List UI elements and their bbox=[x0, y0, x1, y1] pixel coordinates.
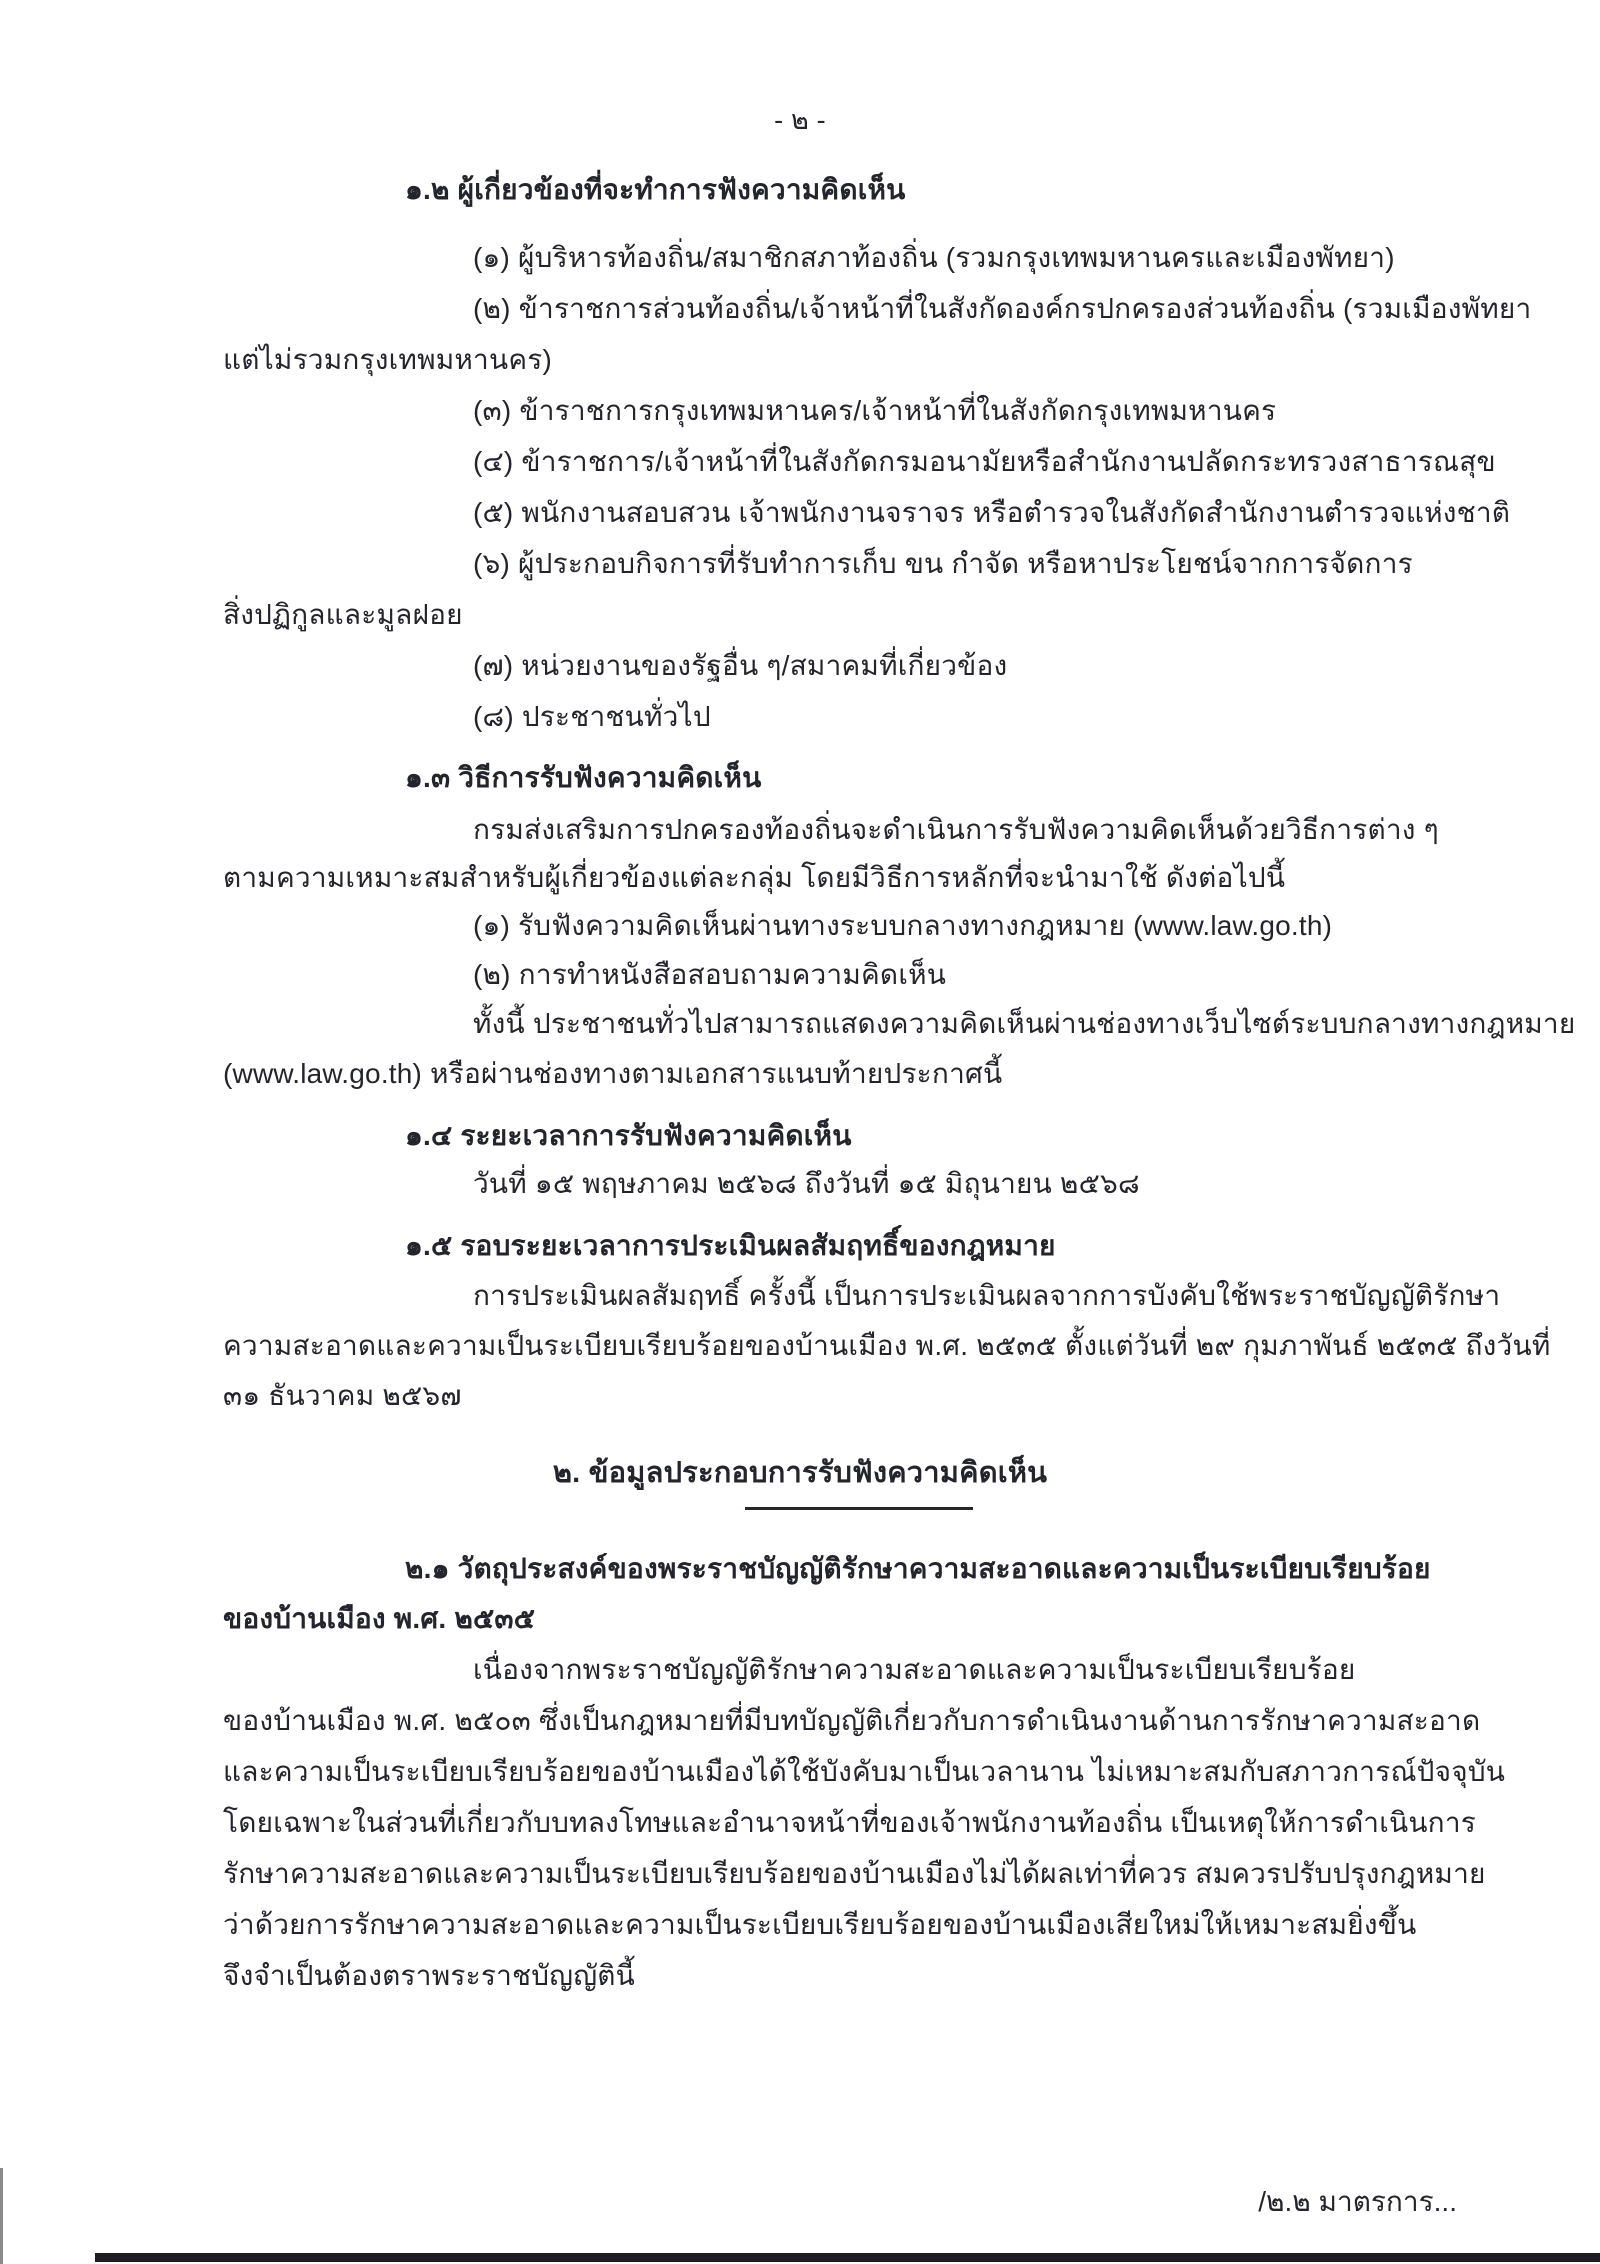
section-1-2-heading: ๑.๒ ผู้เกี่ยวข้องที่จะทำการฟังความคิดเห็น bbox=[405, 174, 906, 205]
section-2-1-heading: ๒.๑ วัตถุประสงค์ของพระราชบัญญัติรักษาความสะอาดและความเป็นระเบียบเรียบร้อย bbox=[405, 1553, 1431, 1584]
list-item: (๕) พนักงานสอบสวน เจ้าพนักงานจราจร หรือตำรวจในสังกัดสำนักงานตำรวจแห่งชาติ bbox=[473, 497, 1511, 528]
section-2-heading: ๒. ข้อมูลประกอบการรับฟังความคิดเห็น bbox=[552, 1457, 1048, 1489]
continuation-note: /๒.๒ มาตรการ... bbox=[1258, 2186, 1457, 2217]
paragraph-line: ว่าด้วยการรักษาความสะอาดและความเป็นระเบียบเรียบร้อยของบ้านเมืองเสียใหม่ให้เหมาะสมยิ่งขึ้น bbox=[223, 1909, 1417, 1940]
list-item: (๑) รับฟังความคิดเห็นผ่านทางระบบกลางทางกฎหมาย (www.law.go.th) bbox=[473, 910, 1333, 941]
list-item: (๗) หน่วยงานของรัฐอื่น ๆ/สมาคมที่เกี่ยวข้อง bbox=[473, 650, 1008, 681]
list-item: (๒) ข้าราชการส่วนท้องถิ่น/เจ้าหน้าที่ในสังกัดองค์กรปกครองส่วนท้องถิ่น (รวมเมืองพัทยา bbox=[473, 293, 1532, 324]
list-item-continuation: สิ่งปฏิกูลและมูลฝอย bbox=[223, 599, 463, 630]
scan-artifact-bottom-band bbox=[95, 2253, 1600, 2262]
section-2-1-heading-continuation: ของบ้านเมือง พ.ศ. ๒๕๓๕ bbox=[223, 1603, 536, 1634]
paragraph-line: ความสะอาดและความเป็นระเบียบเรียบร้อยของบ้านเมือง พ.ศ. ๒๕๓๕ ตั้งแต่วันที่ ๒๙ กุมภาพันธ์ ๒๕๓๕ ถึงวันที่ bbox=[223, 1330, 1551, 1361]
paragraph-line: การประเมินผลสัมฤทธิ์ ครั้งนี้ เป็นการประเมินผลจากการบังคับใช้พระราชบัญญัติรักษา bbox=[473, 1280, 1501, 1311]
list-item: (๘) ประชาชนทั่วไป bbox=[473, 701, 711, 732]
paragraph-line: กรมส่งเสริมการปกครองท้องถิ่นจะดำเนินการรับฟังความคิดเห็นด้วยวิธีการต่าง ๆ bbox=[473, 814, 1439, 845]
paragraph-line: รักษาความสะอาดและความเป็นระเบียบเรียบร้อยของบ้านเมืองไม่ได้ผลเท่าที่ควร สมควรปรับปรุงกฎหมาย bbox=[223, 1858, 1486, 1889]
paragraph-line: ๓๑ ธันวาคม ๒๕๖๗ bbox=[223, 1380, 462, 1411]
paragraph-line: โดยเฉพาะในส่วนที่เกี่ยวกับบทลงโทษและอำนาจหน้าที่ของเจ้าพนักงานท้องถิ่น เป็นเหตุให้การดำเนินการ bbox=[223, 1807, 1476, 1838]
page-number: - ๒ - bbox=[774, 105, 826, 135]
paragraph-line: ของบ้านเมือง พ.ศ. ๒๕๐๓ ซึ่งเป็นกฎหมายที่มีบทบัญญัติเกี่ยวกับการดำเนินงานด้านการรักษาความสะอาด bbox=[223, 1705, 1481, 1736]
section-1-4-heading: ๑.๔ ระยะเวลาการรับฟังความคิดเห็น bbox=[405, 1120, 852, 1151]
paragraph-line: ตามความเหมาะสมสำหรับผู้เกี่ยวข้องแต่ละกลุ่ม โดยมีวิธีการหลักที่จะนำมาใช้ ดังต่อไปนี้ bbox=[223, 862, 1286, 893]
list-item: (๖) ผู้ประกอบกิจการที่รับทำการเก็บ ขน กำจัด หรือหาประโยชน์จากการจัดการ bbox=[473, 548, 1413, 579]
section-1-3-heading: ๑.๓ วิธีการรับฟังความคิดเห็น bbox=[405, 762, 762, 793]
date-range-line: วันที่ ๑๕ พฤษภาคม ๒๕๖๘ ถึงวันที่ ๑๕ มิถุนายน ๒๕๖๘ bbox=[473, 1168, 1140, 1199]
list-item: (๒) การทำหนังสือสอบถามความคิดเห็น bbox=[473, 959, 947, 990]
paragraph-line: เนื่องจากพระราชบัญญัติรักษาความสะอาดและความเป็นระเบียบเรียบร้อย bbox=[473, 1654, 1356, 1685]
list-item: (๓) ข้าราชการกรุงเทพมหานคร/เจ้าหน้าที่ในสังกัดกรุงเทพมหานคร bbox=[473, 395, 1277, 426]
section-1-5-heading: ๑.๕ รอบระยะเวลาการประเมินผลสัมฤทธิ์ของกฎหมาย bbox=[405, 1230, 1056, 1261]
paragraph-line: (www.law.go.th) หรือผ่านช่องทางตามเอกสารแนบท้ายประกาศนี้ bbox=[223, 1058, 1003, 1089]
list-item: (๑) ผู้บริหารท้องถิ่น/สมาชิกสภาท้องถิ่น (รวมกรุงเทพมหานครและเมืองพัทยา) bbox=[473, 242, 1395, 273]
list-item: (๔) ข้าราชการ/เจ้าหน้าที่ในสังกัดกรมอนามัยหรือสำนักงานปลัดกระทรวงสาธารณสุข bbox=[473, 446, 1496, 477]
scan-artifact-left-edge bbox=[0, 2168, 3, 2264]
paragraph-line: ทั้งนี้ ประชาชนทั่วไปสามารถแสดงความคิดเห็นผ่านช่องทางเว็บไซต์ระบบกลางทางกฎหมาย bbox=[473, 1008, 1576, 1039]
list-item-continuation: แต่ไม่รวมกรุงเทพมหานคร) bbox=[223, 344, 553, 375]
heading-divider-rule bbox=[745, 1507, 973, 1510]
paragraph-line: และความเป็นระเบียบเรียบร้อยของบ้านเมืองได้ใช้บังคับมาเป็นเวลานาน ไม่เหมาะสมกับสภาวการณ์ปัจจุบัน bbox=[223, 1756, 1506, 1787]
paragraph-line: จึงจำเป็นต้องตราพระราชบัญญัตินี้ bbox=[223, 1960, 636, 1991]
